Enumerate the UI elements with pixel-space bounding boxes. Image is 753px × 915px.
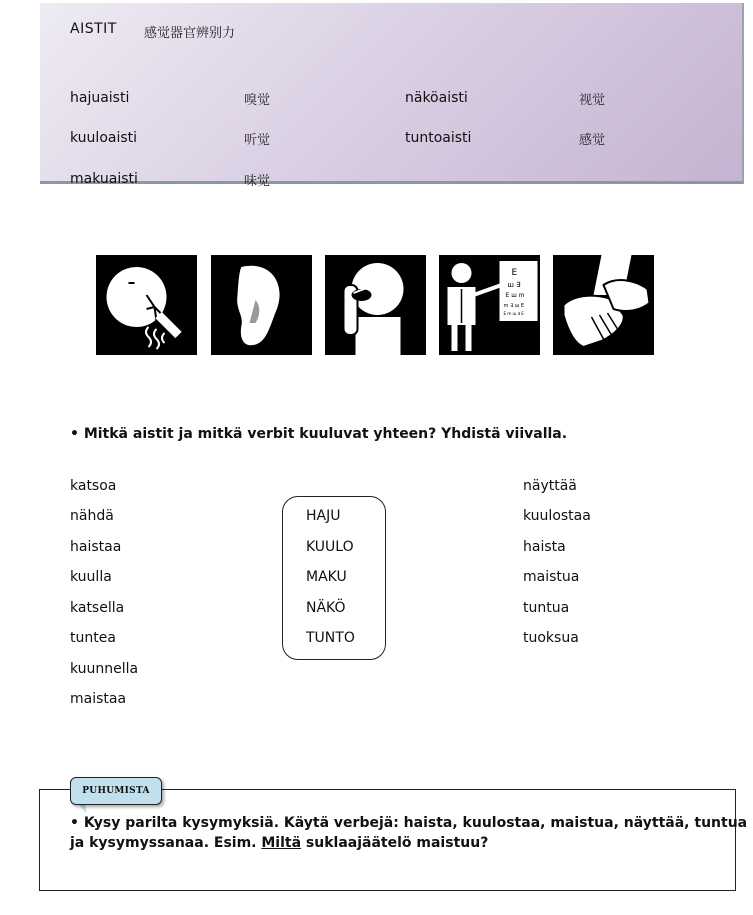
speaking-instruction-line2: [70, 835, 488, 851]
left-verb: maistaa: [70, 691, 127, 707]
sense-word: TUNTO: [306, 630, 355, 646]
right-verb: kuulostaa: [523, 508, 591, 524]
svg-text:E ш m: E ш m: [505, 292, 525, 299]
sense-zh-tuntoaisti: 感觉: [579, 133, 606, 148]
svg-text:E m ш ∃ E: E m ш ∃ E: [503, 311, 524, 316]
sense-word: KUULO: [306, 539, 354, 555]
page-title: AISTIT: [70, 21, 117, 37]
right-verb: haista: [523, 539, 566, 555]
left-verb: kuunnella: [70, 661, 139, 677]
svg-text:ш ∃: ш ∃: [507, 281, 521, 289]
sense-fi-makuaisti: makuaisti: [70, 171, 138, 187]
left-verb: tuntea: [70, 630, 116, 646]
right-verb: näyttää: [523, 478, 577, 494]
right-verb: tuntua: [523, 600, 570, 616]
left-verb: nähdä: [70, 508, 114, 524]
sense-zh-kuuloaisti: 听觉: [244, 133, 271, 148]
speaking-tab-label: [70, 777, 162, 805]
sense-zh-makuaisti: 味觉: [244, 174, 271, 189]
sense-fi-kuuloaisti: kuuloaisti: [70, 130, 138, 146]
sense-zh-hajuaisti: 嗅觉: [244, 93, 271, 108]
example-question-word: Miltä: [261, 835, 302, 851]
sense-fi-hajuaisti: hajuaisti: [70, 90, 130, 106]
page-subtitle-zh: 感觉器官辨别力: [144, 26, 236, 41]
sense-fi-tuntoaisti: tuntoaisti: [405, 130, 472, 146]
eye-chart-icon: [439, 255, 540, 355]
exercise-question: • Mitkä aistit ja mitkä verbit kuuluvat yhteen? Yhdistä viivalla.: [70, 426, 568, 442]
speaking-tab-text: PUHUMISTA: [82, 786, 150, 796]
sense-word: NÄKÖ: [306, 600, 346, 616]
svg-text:m ∃ ш E: m ∃ ш E: [503, 303, 525, 309]
right-verb: tuoksua: [523, 630, 579, 646]
left-verb: katsella: [70, 600, 125, 616]
right-verb: maistua: [523, 569, 580, 585]
sense-word: HAJU: [306, 508, 341, 524]
sense-fi-nakoaisti: näköaisti: [405, 90, 468, 106]
line2-end: suklaajäätelö maistuu?: [301, 835, 489, 851]
mouth-taste-icon: [325, 255, 426, 355]
left-verb: haistaa: [70, 539, 122, 555]
sense-zh-nakoaisti: 视觉: [579, 93, 606, 108]
ear-icon: [211, 255, 312, 355]
hands-touch-icon: [553, 255, 654, 355]
left-verb: katsoa: [70, 478, 117, 494]
speaking-instruction-line1: • Kysy parilta kysymyksiä. Käytä verbejä: haista, kuulostaa, maistua, näyttää, tuntua: [70, 815, 748, 831]
svg-text:E: E: [511, 268, 518, 278]
sense-word: MAKU: [306, 569, 347, 585]
nose-smell-icon: [96, 255, 197, 355]
line2-start: ja kysymyssanaa. Esim.: [70, 835, 262, 851]
left-verb: kuulla: [70, 569, 112, 585]
